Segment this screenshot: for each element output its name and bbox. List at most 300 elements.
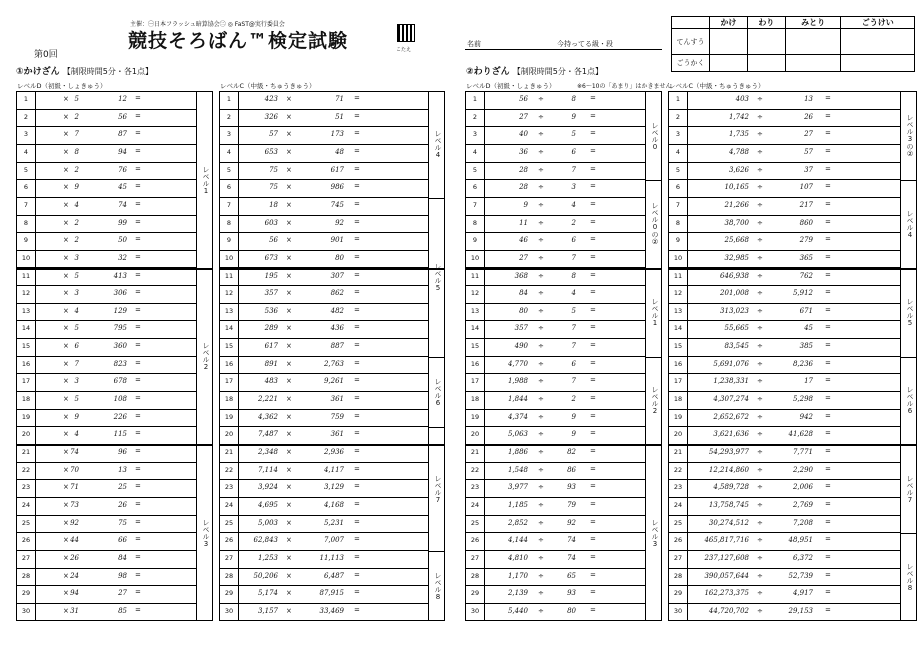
operand-a: 11: [519, 218, 528, 227]
problem-number: 7: [226, 200, 232, 209]
operand-b: 759: [330, 412, 344, 421]
equals-sign: =: [825, 482, 831, 491]
problem-number: 21: [470, 448, 480, 456]
problem-row[interactable]: [220, 127, 428, 145]
problem-row[interactable]: [466, 427, 645, 445]
equals-sign: =: [354, 288, 360, 297]
problem-number: 17: [224, 377, 234, 386]
operand-a: 7,114: [257, 465, 278, 474]
problem-row[interactable]: [669, 286, 900, 304]
operand-b: 7,771: [792, 448, 813, 456]
problem-row[interactable]: [220, 357, 428, 375]
problem-number: 19: [470, 412, 480, 421]
problem-row[interactable]: [466, 163, 645, 181]
operand-b: 74: [567, 553, 576, 562]
qr-label: こたえ: [396, 47, 412, 53]
operand-a: 44,720,702: [708, 606, 749, 615]
operand-b: 87: [118, 130, 127, 139]
equals-sign: =: [135, 394, 141, 403]
operator: ÷: [757, 465, 763, 474]
problem-row[interactable]: [220, 198, 428, 216]
equals-sign: =: [590, 323, 596, 332]
problem-row[interactable]: [17, 604, 196, 622]
operand-b: 413: [113, 271, 127, 280]
problem-row[interactable]: [466, 498, 645, 516]
problem-row[interactable]: [220, 145, 428, 163]
operand-b: 4,168: [323, 500, 344, 509]
problem-number: 5: [23, 165, 29, 174]
operand-a: 201,008: [720, 289, 749, 298]
problem-number: 8: [23, 218, 29, 227]
problem-number: 11: [224, 271, 234, 280]
operator: ×: [63, 589, 69, 598]
problem-row[interactable]: [466, 569, 645, 587]
operator: ÷: [757, 200, 763, 209]
equals-sign: =: [135, 111, 141, 120]
problem-row[interactable]: [669, 198, 900, 216]
operand-b: 217: [799, 200, 813, 209]
problem-row[interactable]: [17, 269, 196, 287]
problem-row[interactable]: [17, 586, 196, 604]
operand-b: 986: [330, 183, 344, 192]
equals-sign: =: [135, 605, 141, 614]
equals-sign: =: [135, 94, 141, 102]
problem-row[interactable]: [17, 516, 196, 534]
operand-b: 85: [118, 606, 127, 615]
level-label: レベル3: [202, 518, 210, 548]
problem-row[interactable]: [220, 604, 428, 622]
problem-row[interactable]: [17, 357, 196, 375]
problem-row[interactable]: [220, 251, 428, 269]
operand-a: 3: [74, 377, 79, 386]
problem-row[interactable]: [669, 304, 900, 322]
problem-row[interactable]: [17, 427, 196, 445]
score-col-mitori: みとり: [785, 17, 841, 29]
problem-row[interactable]: [17, 304, 196, 322]
equals-sign: =: [354, 588, 360, 597]
problem-row[interactable]: [220, 480, 428, 498]
equals-sign: =: [135, 164, 141, 173]
equals-sign: =: [135, 358, 141, 367]
operator: ×: [286, 324, 292, 333]
operand-a: 9: [523, 200, 528, 209]
level-label: レベル1: [651, 298, 659, 328]
problem-row[interactable]: [17, 216, 196, 234]
problem-row[interactable]: [466, 516, 645, 534]
mult-time-limit: 【制限時間5分・各1点】: [62, 67, 153, 76]
problem-row[interactable]: [17, 551, 196, 569]
operator: ÷: [538, 236, 544, 245]
problem-number: 15: [673, 342, 683, 351]
problem-row[interactable]: [466, 480, 645, 498]
problem-row[interactable]: [17, 145, 196, 163]
problem-row[interactable]: [17, 92, 196, 110]
problem-row[interactable]: [220, 516, 428, 534]
operator: ×: [63, 377, 69, 386]
problem-row[interactable]: [466, 533, 645, 551]
equals-sign: =: [354, 305, 360, 314]
problem-row[interactable]: [466, 445, 645, 463]
operand-b: 94: [118, 147, 127, 156]
operator: ÷: [538, 395, 544, 404]
equals-sign: =: [590, 394, 596, 403]
problem-row[interactable]: [220, 304, 428, 322]
operator: ×: [286, 395, 292, 404]
mult-level-d-sheet: [16, 82, 213, 621]
operator: ×: [286, 448, 292, 456]
problem-row[interactable]: [17, 498, 196, 516]
operand-a: 368: [514, 271, 528, 280]
problem-row[interactable]: [669, 516, 900, 534]
problem-row[interactable]: [466, 92, 645, 110]
operand-a: 1,844: [507, 395, 528, 404]
div-section-title: ②わりざん 【制限時間5分・各1点】: [466, 67, 603, 77]
operand-b: 50: [118, 236, 127, 245]
problem-number: 4: [23, 147, 29, 156]
operand-b: 41,628: [788, 430, 813, 439]
level-label: レベル7: [434, 474, 442, 504]
div-level-c-sheet: [668, 82, 917, 621]
problem-number: 8: [226, 218, 232, 227]
problem-number: 15: [224, 342, 234, 351]
problem-row[interactable]: [17, 463, 196, 481]
problem-row[interactable]: [220, 392, 428, 410]
operand-a: 3: [74, 253, 79, 262]
operator: ×: [286, 112, 292, 121]
problem-row[interactable]: [669, 569, 900, 587]
problem-row[interactable]: [220, 551, 428, 569]
problem-row[interactable]: [669, 127, 900, 145]
operand-a: 3,157: [257, 606, 278, 615]
problem-number: 30: [21, 606, 31, 615]
problem-row[interactable]: [17, 321, 196, 339]
problem-row[interactable]: [220, 233, 428, 251]
score-cell[interactable]: [785, 29, 841, 55]
level-label: レベル5: [906, 298, 914, 328]
problem-number: 9: [23, 236, 29, 245]
problem-row[interactable]: [220, 92, 428, 110]
operand-b: 7,007: [323, 536, 344, 545]
level-label: レベル1: [202, 165, 210, 195]
operand-b: 48: [335, 147, 344, 156]
problem-row[interactable]: [669, 463, 900, 481]
operand-a: 5,174: [257, 589, 278, 598]
equals-sign: =: [825, 111, 831, 120]
problem-row[interactable]: [220, 533, 428, 551]
operand-b: 76: [118, 165, 127, 174]
operand-a: 4,362: [257, 412, 278, 421]
operand-a: 92: [70, 518, 79, 527]
problem-row[interactable]: [17, 286, 196, 304]
operand-a: 4,770: [507, 359, 528, 368]
problem-row[interactable]: [669, 269, 900, 287]
problem-row[interactable]: [669, 533, 900, 551]
equals-sign: =: [354, 394, 360, 403]
round-label: 第0回: [34, 50, 58, 60]
problem-row[interactable]: [669, 145, 900, 163]
level-separator: [645, 269, 661, 270]
problem-row[interactable]: [669, 339, 900, 357]
problem-row[interactable]: [17, 339, 196, 357]
problem-row[interactable]: [669, 110, 900, 128]
problem-row[interactable]: [669, 216, 900, 234]
operand-b: 92: [335, 218, 344, 227]
problem-row[interactable]: [220, 269, 428, 287]
problem-row[interactable]: [220, 410, 428, 428]
problem-row[interactable]: [17, 163, 196, 181]
operator: ÷: [538, 183, 544, 192]
operand-b: 860: [799, 218, 813, 227]
problem-row[interactable]: [466, 374, 645, 392]
problem-row[interactable]: [466, 286, 645, 304]
problem-row[interactable]: [220, 374, 428, 392]
problem-row[interactable]: [17, 127, 196, 145]
problem-row[interactable]: [466, 463, 645, 481]
operator: ÷: [757, 483, 763, 492]
problem-row[interactable]: [669, 498, 900, 516]
name-field[interactable]: [465, 38, 662, 50]
operand-b: 80: [335, 253, 344, 262]
operator: ÷: [538, 218, 544, 227]
equals-sign: =: [590, 235, 596, 244]
problem-row[interactable]: [220, 339, 428, 357]
problem-number: 10: [224, 253, 234, 262]
problem-number: 20: [673, 430, 683, 439]
operand-a: 25,668: [724, 236, 749, 245]
problem-number: 23: [21, 483, 31, 492]
problem-row[interactable]: [669, 392, 900, 410]
problem-row[interactable]: [669, 357, 900, 375]
problem-row[interactable]: [17, 374, 196, 392]
problem-number: 27: [21, 553, 31, 562]
operator: ×: [63, 448, 69, 456]
operator: ÷: [757, 589, 763, 598]
equals-sign: =: [825, 588, 831, 597]
operand-b: 57: [804, 147, 813, 156]
score-cell[interactable]: [710, 29, 748, 55]
problem-row[interactable]: [669, 233, 900, 251]
problem-number: 26: [470, 536, 480, 545]
problem-row[interactable]: [466, 304, 645, 322]
operand-b: 74: [118, 200, 127, 209]
operand-b: 7: [571, 342, 576, 351]
operand-a: 3,977: [507, 483, 528, 492]
problem-row[interactable]: [466, 357, 645, 375]
problem-row[interactable]: [220, 586, 428, 604]
operand-b: 3,129: [323, 483, 344, 492]
operator: ÷: [538, 95, 544, 103]
operand-a: 617: [264, 342, 278, 351]
equals-sign: =: [354, 605, 360, 614]
operator: ×: [63, 271, 69, 280]
problem-row[interactable]: [466, 145, 645, 163]
problem-row[interactable]: [17, 110, 196, 128]
problem-number: 27: [673, 553, 683, 562]
equals-sign: =: [354, 517, 360, 526]
problem-row[interactable]: [466, 216, 645, 234]
operator: ×: [286, 483, 292, 492]
operator: ÷: [757, 289, 763, 298]
equals-sign: =: [354, 376, 360, 385]
problem-row[interactable]: [17, 251, 196, 269]
operand-a: 326: [264, 112, 278, 121]
problem-number: 3: [23, 130, 29, 139]
operand-b: 29,153: [788, 606, 813, 615]
problem-row[interactable]: [220, 163, 428, 181]
operand-a: 4,374: [507, 412, 528, 421]
operand-b: 2,936: [323, 448, 344, 456]
problem-row[interactable]: [669, 92, 900, 110]
operand-b: 27: [118, 589, 127, 598]
equals-sign: =: [825, 429, 831, 438]
equals-sign: =: [590, 482, 596, 491]
problem-number: 24: [21, 500, 31, 509]
problem-row[interactable]: [17, 480, 196, 498]
operand-a: 54,293,977: [708, 448, 749, 456]
problem-row[interactable]: [669, 251, 900, 269]
score-cell[interactable]: [841, 29, 915, 55]
problem-row[interactable]: [466, 339, 645, 357]
problem-row[interactable]: [220, 498, 428, 516]
score-cell[interactable]: [747, 55, 785, 72]
problem-row[interactable]: [17, 233, 196, 251]
problem-row[interactable]: [466, 586, 645, 604]
problem-row[interactable]: [17, 533, 196, 551]
problem-row[interactable]: [220, 427, 428, 445]
problem-row[interactable]: [220, 286, 428, 304]
operand-b: 3: [571, 183, 576, 192]
operand-a: 313,023: [720, 306, 749, 315]
problem-row[interactable]: [17, 569, 196, 587]
problem-row[interactable]: [669, 321, 900, 339]
problem-number: 23: [470, 483, 480, 492]
problem-number: 28: [224, 571, 234, 580]
problem-number: 26: [21, 536, 31, 545]
problem-row[interactable]: [466, 321, 645, 339]
problem-number: 22: [673, 465, 683, 474]
problem-row[interactable]: [669, 445, 900, 463]
problem-row[interactable]: [466, 251, 645, 269]
operator: ×: [63, 112, 69, 121]
score-cell[interactable]: [710, 55, 748, 72]
operand-a: 84: [519, 289, 528, 298]
problem-row[interactable]: [466, 198, 645, 216]
problem-row[interactable]: [669, 551, 900, 569]
operand-a: 71: [70, 483, 79, 492]
problem-row[interactable]: [669, 586, 900, 604]
problem-row[interactable]: [669, 410, 900, 428]
problem-row[interactable]: [17, 198, 196, 216]
problem-row[interactable]: [17, 180, 196, 198]
problem-row[interactable]: [466, 233, 645, 251]
problem-row[interactable]: [669, 604, 900, 622]
div-remainder-note: ※6～10の「あまり」はかきません: [577, 83, 672, 90]
problem-number: 27: [224, 553, 234, 562]
problem-row[interactable]: [220, 180, 428, 198]
equals-sign: =: [135, 182, 141, 191]
operator: ×: [286, 553, 292, 562]
problem-number: 21: [673, 448, 683, 456]
problem-row[interactable]: [669, 374, 900, 392]
score-cell[interactable]: [747, 29, 785, 55]
equals-sign: =: [354, 358, 360, 367]
score-cell[interactable]: [785, 55, 841, 72]
problem-row[interactable]: [669, 180, 900, 198]
problem-row[interactable]: [669, 163, 900, 181]
problem-row[interactable]: [220, 110, 428, 128]
problem-row[interactable]: [220, 321, 428, 339]
problem-row[interactable]: [466, 110, 645, 128]
problem-number: 25: [673, 518, 683, 527]
problem-row[interactable]: [466, 604, 645, 622]
operator: ÷: [538, 483, 544, 492]
level-label: レベル3の②: [906, 114, 914, 159]
equals-sign: =: [135, 429, 141, 438]
equals-sign: =: [354, 111, 360, 120]
operand-a: 5: [74, 271, 79, 280]
operator: ÷: [538, 589, 544, 598]
problem-number: 12: [673, 289, 683, 298]
operand-a: 10,165: [724, 183, 749, 192]
operator: ×: [63, 571, 69, 580]
sheet-header: レベルC（中級・ちゅうきゅう）: [220, 82, 316, 90]
problem-row[interactable]: [17, 392, 196, 410]
problem-row[interactable]: [466, 551, 645, 569]
problem-row[interactable]: [466, 392, 645, 410]
operand-a: 28: [519, 183, 528, 192]
problem-row[interactable]: [466, 127, 645, 145]
mult-section-title: ①かけざん 【制限時間5分・各1点】: [16, 67, 153, 77]
operator: ÷: [757, 359, 763, 368]
problem-row[interactable]: [220, 445, 428, 463]
operand-b: 361: [330, 430, 344, 439]
problem-row[interactable]: [220, 463, 428, 481]
qr-code-icon[interactable]: [397, 24, 415, 42]
equals-sign: =: [354, 217, 360, 226]
problem-row[interactable]: [669, 427, 900, 445]
operator: ÷: [757, 430, 763, 439]
problem-row[interactable]: [466, 269, 645, 287]
operand-a: 1,886: [507, 448, 528, 456]
problem-number: 15: [470, 342, 480, 351]
problem-row[interactable]: [220, 569, 428, 587]
problem-row[interactable]: [669, 480, 900, 498]
problem-row[interactable]: [17, 410, 196, 428]
equals-sign: =: [825, 235, 831, 244]
problem-number: 12: [224, 289, 234, 298]
operand-b: 2,769: [792, 500, 813, 509]
operator: ÷: [757, 324, 763, 333]
problem-row[interactable]: [466, 410, 645, 428]
problem-row[interactable]: [17, 445, 196, 463]
operand-b: 671: [799, 306, 813, 315]
operator: ×: [286, 359, 292, 368]
operator: ×: [63, 324, 69, 333]
problem-number: 1: [675, 95, 681, 103]
operand-b: 45: [804, 324, 813, 333]
operand-b: 65: [567, 571, 576, 580]
problem-row[interactable]: [466, 180, 645, 198]
operand-a: 55,665: [724, 324, 749, 333]
operand-a: 5,440: [507, 606, 528, 615]
equals-sign: =: [135, 217, 141, 226]
operand-b: 678: [113, 377, 127, 386]
problem-number: 19: [224, 412, 234, 421]
operator: ÷: [538, 448, 544, 456]
problem-row[interactable]: [220, 216, 428, 234]
score-cell[interactable]: [841, 55, 915, 72]
equals-sign: =: [135, 499, 141, 508]
